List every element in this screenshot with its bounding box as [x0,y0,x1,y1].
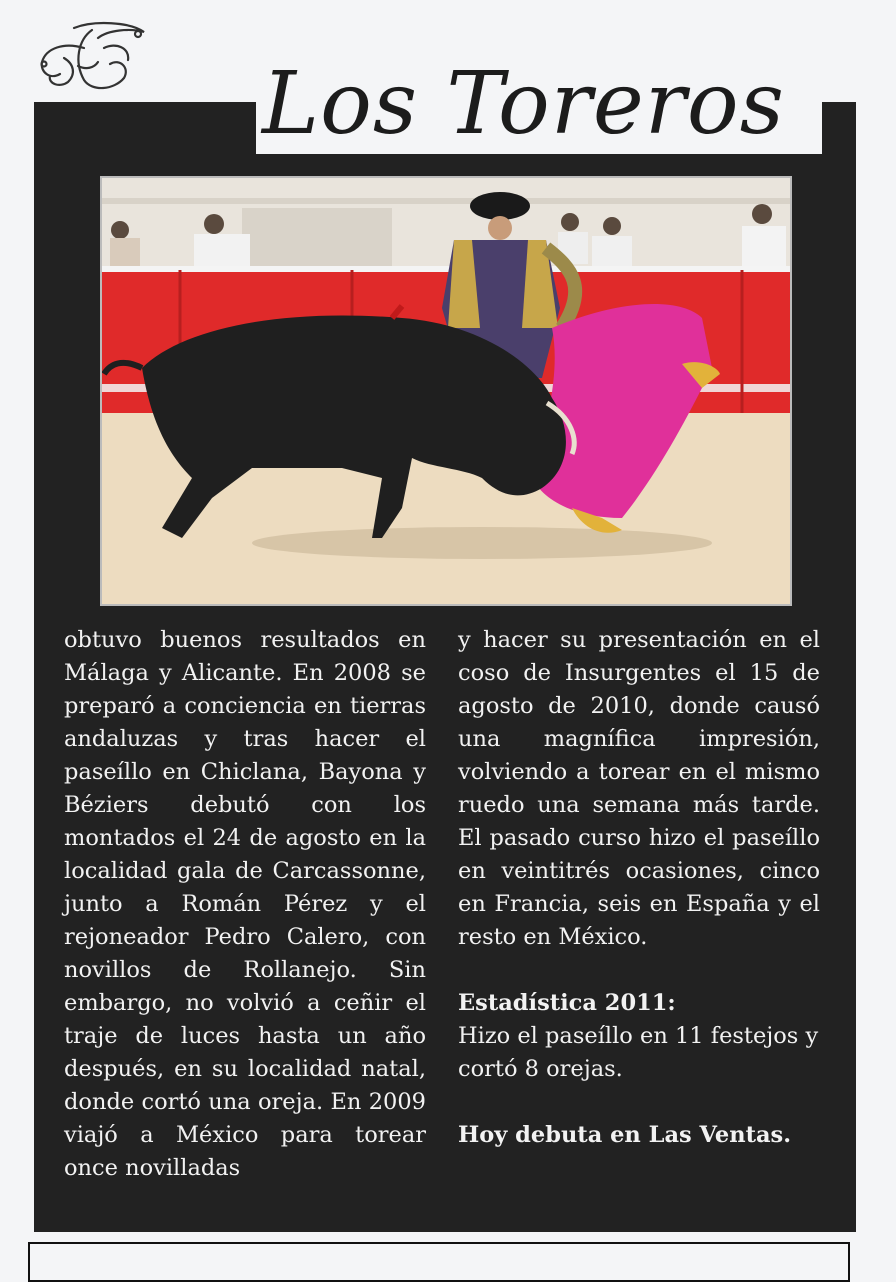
stats-text: Hizo el paseíllo en 11 festejos y cortó 8 orejas. [458,1023,819,1082]
right-column-text: y hacer su presentación en el coso de Insurgentes el 15 de agosto de 2010, donde causó una magnífica impresión, volviendo a torear en el mismo ruedo una semana más tarde. El pasado curso hizo el paseíllo en veintitrés ocasiones, cinco en Francia, seis en España y el resto en México. [458,627,820,950]
article-left-column [64,624,426,1185]
article-right-column [458,624,820,1152]
closing-line: Hoy debuta en Las Ventas. [458,1122,792,1148]
left-column-text: obtuvo buenos resultados en Málaga y Alicante. En 2008 se preparó a conciencia en tierras andaluzas y tras hacer el paseíllo en Chiclana, Bayona y Béziers debutó con los montados el 24 de agosto en la localidad gala de Carcassonne, junto a Román Pérez y el rejoneador Pedro Calero, con novillos de Rollanejo. Sin embargo, no volvió a ceñir el traje de luces hasta un año después, en su localidad natal, donde cortó una oreja. En 2009 viajó a México para torear once novilladas [64,627,426,1181]
decorative-flourish-icon [34,18,150,94]
page-title: Los Toreros [262,54,785,154]
bullfight-photo [100,176,792,606]
stats-heading: Estadística 2011: [458,990,676,1016]
bottom-frame [28,1242,850,1282]
